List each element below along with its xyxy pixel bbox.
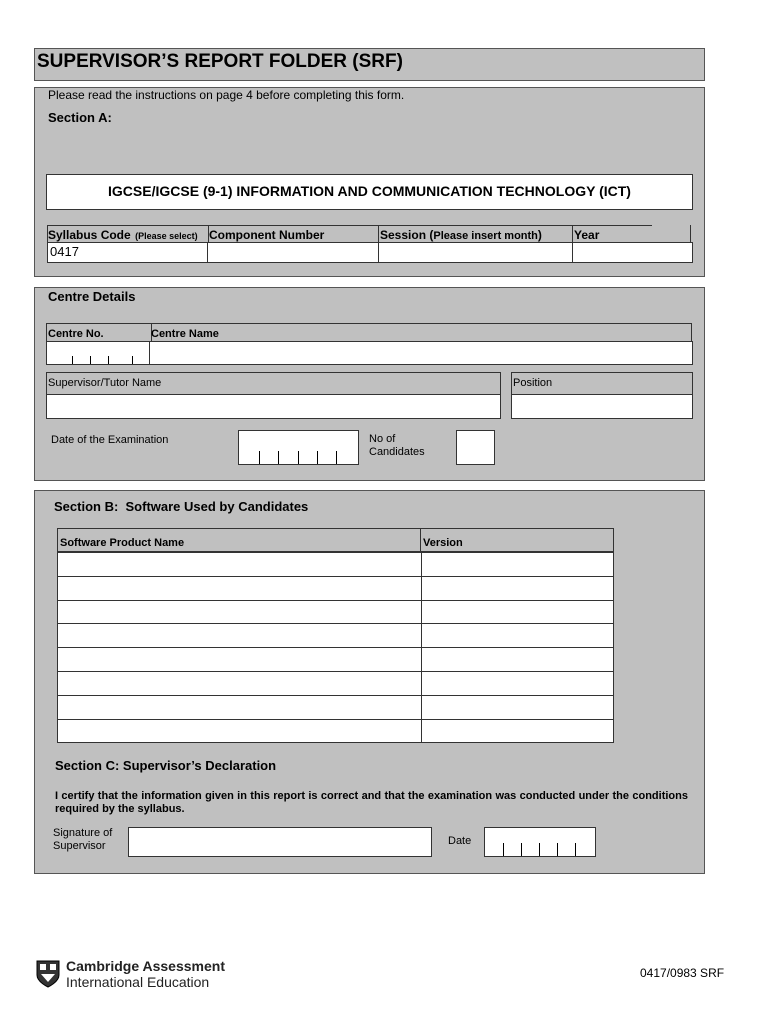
digit-divider [317,451,318,464]
digit-divider [539,843,540,856]
syllabus-code-label: Syllabus Code [48,228,131,242]
centre-no-field[interactable] [46,341,152,365]
software-version-header [421,529,613,551]
software-version-cell[interactable] [422,648,614,672]
cambridge-logo [36,958,236,992]
title-bar [34,48,705,81]
software-product-header-label: Software Product Name [60,537,185,549]
logo-line-1: Cambridge Assessment [66,958,225,974]
year-label: Year [574,228,600,242]
digit-divider [90,356,91,364]
software-table [57,528,614,743]
digit-divider [278,451,279,464]
syllabus-code-note: (Please select) [135,231,198,241]
component-number-field[interactable] [207,242,381,263]
declaration-date-field[interactable] [484,827,596,857]
declaration-text: I certify that the information given in this report is correct and that the examination was conducted under the conditions required by the syllabus. [55,790,688,815]
session-header [378,225,573,243]
year-field[interactable] [572,242,693,263]
cambridge-shield-icon [36,960,60,988]
software-product-cell[interactable] [58,576,422,600]
signature-label-line-2: Supervisor [53,840,106,852]
digit-divider [503,843,504,856]
qualification-title: IGCSE/IGCSE (9-1) INFORMATION AND COMMUNICATION TECHNOLOGY (ICT) [108,183,631,199]
year-header [572,225,652,243]
software-product-cell[interactable] [58,695,422,719]
signature-label [53,827,112,853]
instructions-text: Please read the instructions on page 4 before completing this form. [48,88,405,102]
software-version-cell[interactable] [422,600,614,624]
supervisor-label: Supervisor/Tutor Name [48,377,162,389]
qualification-box [46,174,693,210]
syllabus-code-value: 0417 [50,244,79,259]
software-product-cell[interactable] [58,719,422,743]
candidates-label-line-2: Candidates [369,446,425,458]
software-product-cell[interactable] [58,648,422,672]
digit-divider [72,356,73,364]
signature-field[interactable] [128,827,432,857]
section-a-panel [34,87,705,277]
digit-divider [336,451,337,464]
component-number-header [207,225,379,243]
digit-divider [132,356,133,364]
software-product-header [58,529,421,551]
session-label: Session ( [380,228,434,242]
software-product-cell[interactable] [58,600,422,624]
section-c-heading: Section C: Supervisor’s Declaration [55,758,277,773]
software-version-cell[interactable] [422,719,614,743]
software-version-cell[interactable] [422,695,614,719]
software-version-cell[interactable] [422,624,614,648]
position-label: Position [513,377,553,389]
software-product-cell[interactable] [58,553,422,577]
syllabus-code-select[interactable] [47,242,210,263]
digit-divider [521,843,522,856]
candidates-count-field[interactable] [456,430,495,465]
centre-name-field[interactable] [149,341,693,365]
page-title: SUPERVISOR’S REPORT FOLDER (SRF) [37,51,403,72]
year-header-right-border [690,225,691,242]
digit-divider [259,451,260,464]
software-table-header [57,528,614,552]
position-field[interactable] [511,394,693,419]
software-version-cell[interactable] [422,553,614,577]
candidates-label-line-1: No of [369,433,396,445]
centre-details-heading: Centre Details [48,289,136,304]
table-row [58,553,614,577]
table-row [58,671,614,695]
declaration-date-label: Date [448,835,472,847]
supervisor-name-field[interactable] [46,394,501,419]
table-row [58,600,614,624]
table-row [58,576,614,600]
exam-date-label: Date of the Examination [51,434,169,446]
software-rows [57,552,614,743]
software-version-cell[interactable] [422,671,614,695]
software-product-cell[interactable] [58,624,422,648]
software-version-cell[interactable] [422,576,614,600]
centre-name-label: Centre Name [151,328,219,340]
syllabus-code-header [47,225,209,243]
software-version-header-label: Version [423,537,463,549]
digit-divider [298,451,299,464]
logo-line-2: International Education [66,974,210,990]
table-row [58,624,614,648]
session-field[interactable] [378,242,575,263]
table-row [58,719,614,743]
digit-divider [557,843,558,856]
exam-date-field[interactable] [238,430,359,465]
table-row [58,648,614,672]
session-close: ) [537,228,542,242]
digit-divider [108,356,109,364]
component-number-label: Component Number [209,228,325,242]
digit-divider [575,843,576,856]
centre-details-panel [34,287,705,481]
section-bc-panel [34,490,705,874]
candidates-label [369,433,425,459]
section-a-heading: Section A: [48,110,112,125]
centre-no-label: Centre No. [48,328,104,340]
signature-label-line-1: Signature of [53,827,113,839]
table-row [58,695,614,719]
form-code: 0417/0983 SRF [640,966,725,980]
session-note: Please insert month [433,230,538,242]
software-product-cell[interactable] [58,671,422,695]
section-b-heading: Section B: Software Used by Candidates [54,499,309,514]
